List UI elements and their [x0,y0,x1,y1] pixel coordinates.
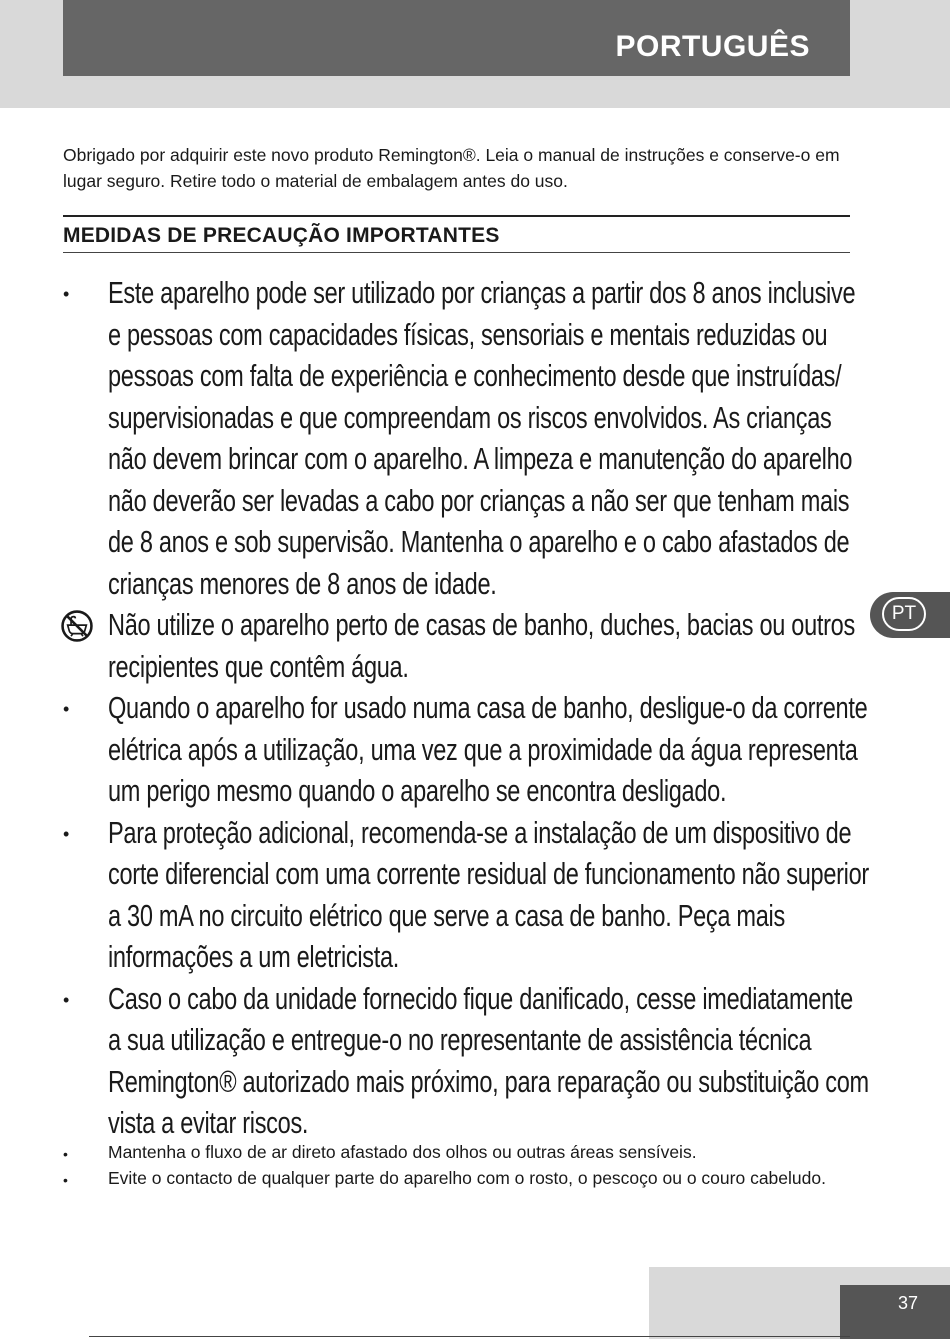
language-side-tab [870,592,950,638]
list-item [63,812,869,978]
intro-text: Obrigado por adquirir este novo produto Remington®. Leia o manual de instruções e conserve-o em lugar seguro. Retire todo o material de embalagem antes do uso. [63,145,840,191]
precaution-text: Não utilize o aparelho perto de casas de banho, duches, bacias ou outros recipientes que contêm água. [108,607,855,684]
bullet: • [63,1172,68,1188]
list-item [63,1139,850,1165]
precaution-text: Quando o aparelho for usado numa casa de banho, desligue-o da corrente elétrica após a utilização, uma vez que a proximidade da água representa um perigo mesmo quando o aparelho se encontra desligado. [108,690,868,808]
bullet: • [63,1146,68,1162]
list-item [63,604,853,687]
precaution-text: Este aparelho pode ser utilizado por crianças a partir dos 8 anos inclusive e pessoas com capacidades físicas, sensoriais e mentais reduzidas ou pessoas com falta de experiência e conhecimento desde que instruídas/ supervisionadas e que compreendam os riscos envolvidos. As crianças não devem brincar com o aparelho. A limpeza e manutenção do aparelho não deverão ser levadas a cabo por crianças a não ser que tenham mais de 8 anos e sob supervisão. Mantenha o aparelho e o cabo afastados de crianças menores de 8 anos de idade. [108,275,856,601]
precaution-text: Caso o cabo da unidade fornecido fique danificado, cesse imediatamente a sua utilização e entregue-o no representante de assistência técnica Remington® autorizado mais próximo, para reparação ou substituição com vista a evitar riscos. [108,980,869,1140]
precaution-text: Evite o contacto de qualquer parte do aparelho com o rosto, o pescoço ou o couro cabeludo. [108,1168,826,1188]
list-item [63,272,856,604]
list-item [63,687,868,812]
language-code-badge: PT [882,597,926,631]
footer-rule [89,1336,850,1337]
precautions-list [63,272,869,1144]
precaution-text: Mantenha o fluxo de ar direto afastado dos olhos ou outras áreas sensíveis. [108,1142,697,1162]
bullet: • [63,989,70,1010]
title-bar [63,0,850,76]
bullet: • [63,284,70,304]
page-number: 37 [897,1293,918,1313]
no-bath-icon [60,609,94,643]
section-heading: MEDIDAS DE PRECAUÇÃO IMPORTANTES [63,224,500,247]
language-title: PORTUGUÊS [615,30,810,63]
small-precautions-list [63,1139,850,1191]
section-heading-box [63,215,850,253]
list-item [63,978,869,1144]
precaution-text: Para proteção adicional, recomenda-se a instalação de um dispositivo de corte diferencial com uma corrente residual de funcionamento não superior a 30 mA no circuito elétrico que serve a casa de banho. Peça mais informações a um eletricista. [108,814,869,974]
page-number-box [840,1285,950,1339]
bullet: • [63,823,70,844]
list-item [63,1165,850,1191]
bullet: • [63,699,70,719]
